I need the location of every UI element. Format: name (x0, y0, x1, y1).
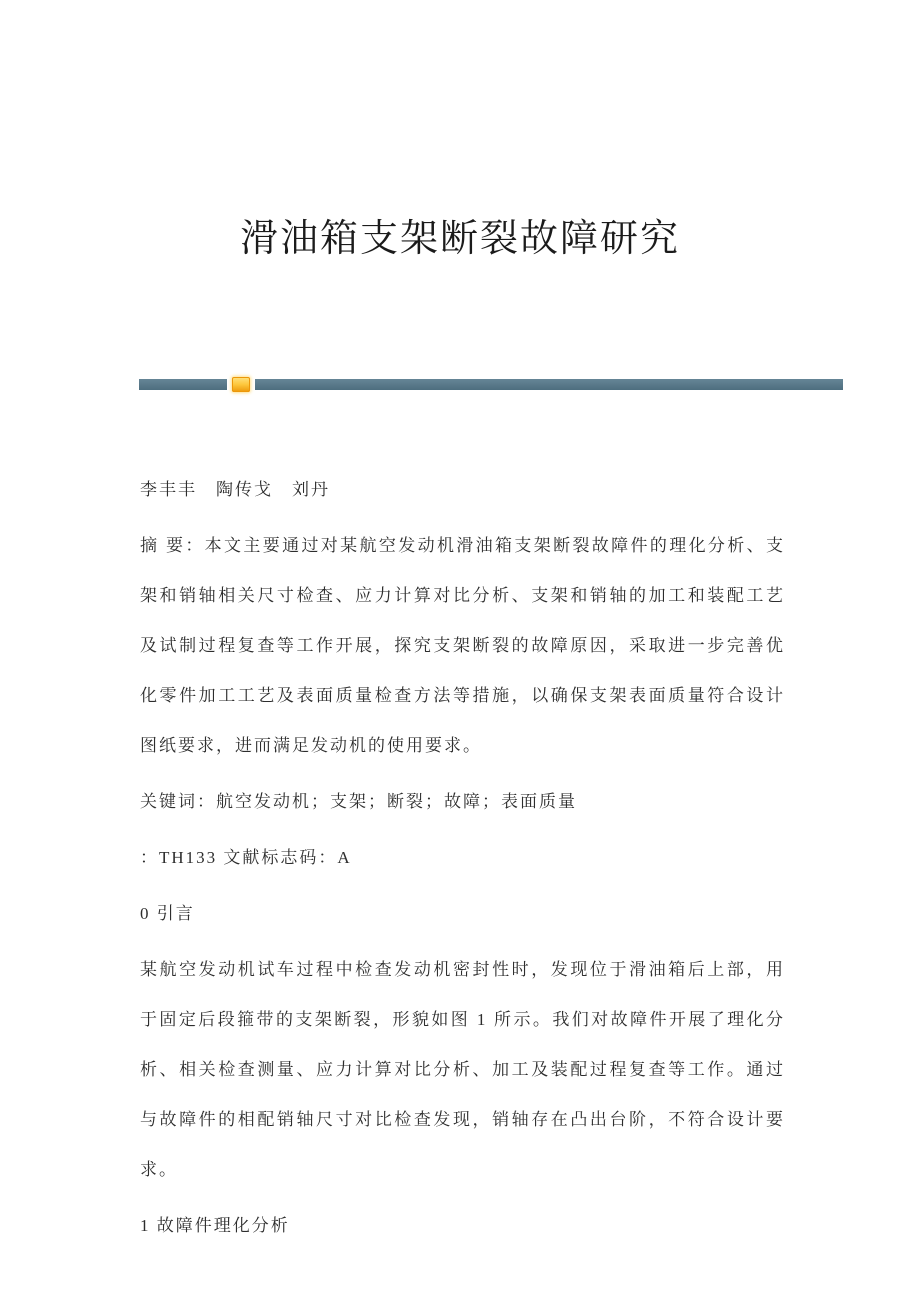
intro-paragraph: 某航空发动机试车过程中检查发动机密封性时，发现位于滑油箱后上部，用于固定后段箍带的支架断裂，形貌如图 1 所示。我们对故障件开展了理化分析、相关检查测量、应力计算对比分析、加工及装配过程复查等工作。通过与故障件的相配销轴尺寸对比检查发现，销轴存在凸出台阶，不符合设计要求。 (140, 960, 785, 1179)
section-divider (139, 378, 843, 390)
document-body (0, 465, 920, 1251)
section-heading-1: 1 故障件理化分析 (140, 1216, 290, 1235)
keywords-line: 关键词：航空发动机；支架；断裂；故障；表面质量 (140, 792, 577, 811)
section-heading-0: 0 引言 (140, 904, 195, 923)
abstract-paragraph: 摘 要：本文主要通过对某航空发动机滑油箱支架断裂故障件的理化分析、支架和销轴相关尺寸检查、应力计算对比分析、支架和销轴的加工和装配工艺及试制过程复查等工作开展，探究支架断裂的故障原因，采取进一步完善优化零件加工工艺及表面质量检查方法等措施，以确保支架表面质量符合设计图纸要求，进而满足发动机的使用要求。 (140, 536, 785, 755)
classification-line: ：TH133 文献标志码：A (140, 848, 352, 867)
divider-bar-left (139, 379, 227, 390)
authors-line: 李丰丰 陶传戈 刘丹 (140, 480, 330, 499)
page-title: 滑油箱支架断裂故障研究 (239, 218, 680, 260)
divider-bar-right (255, 379, 843, 390)
gold-marker-icon (232, 377, 250, 392)
